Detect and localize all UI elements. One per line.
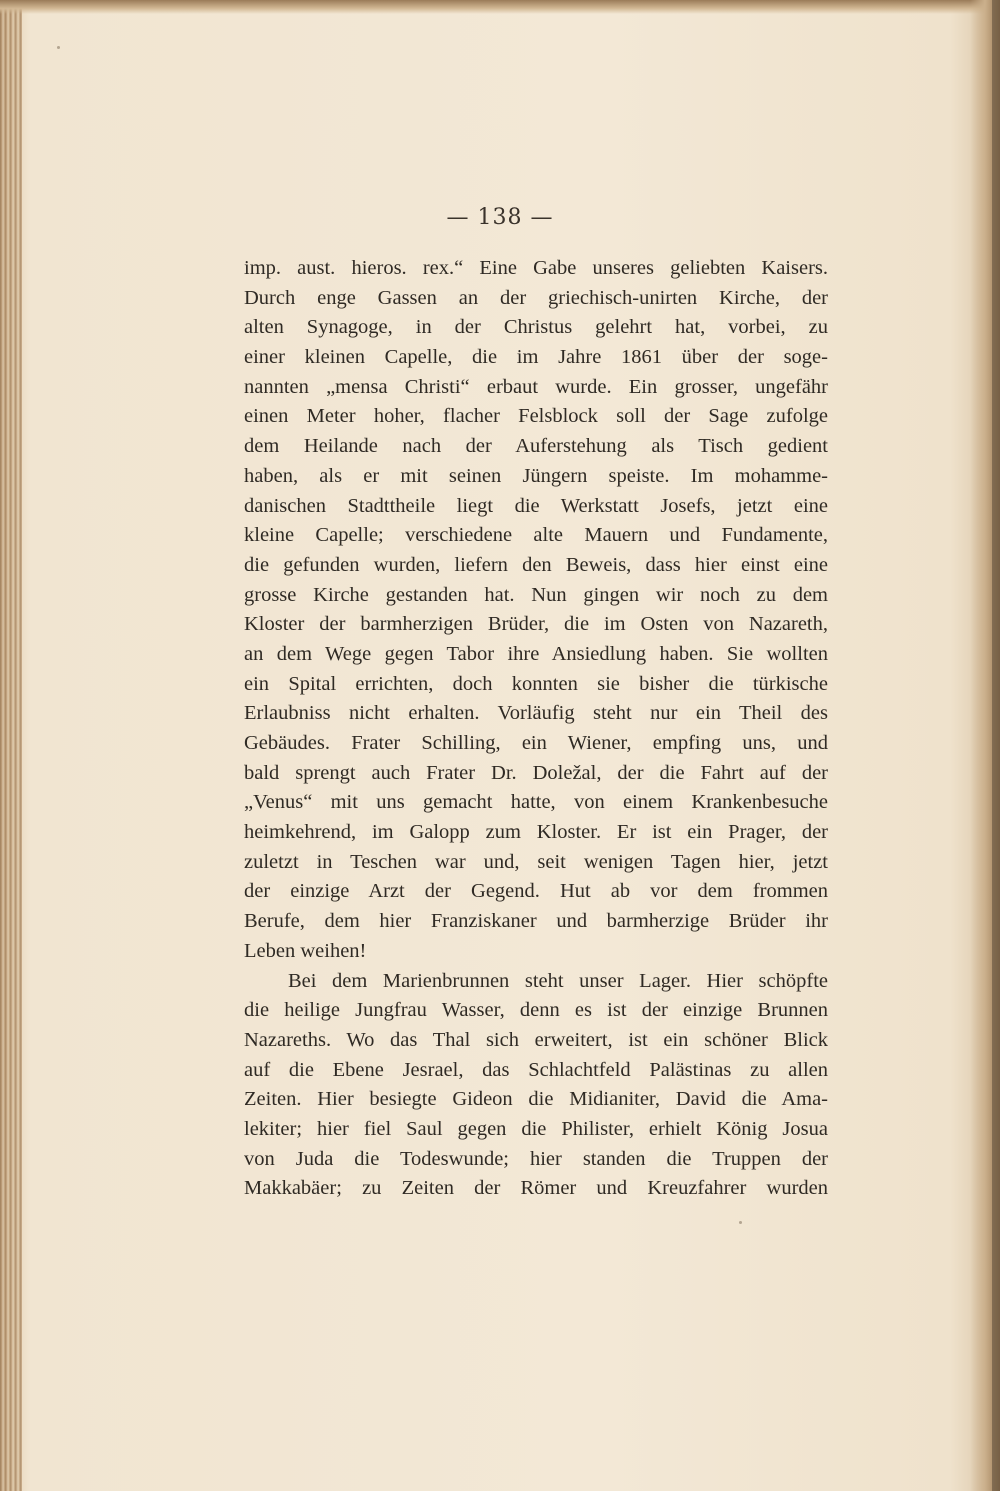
text-line: der einzige Arzt der Gegend. Hut ab vor dem frommen [244,880,828,903]
text-line: lekiter; hier fiel Saul gegen die Philister, erhielt König Josua [244,1117,828,1140]
text-line: Makkabäer; zu Zeiten der Römer und Kreuzfahrer wurden [244,1177,828,1200]
text-line: imp. aust. hieros. rex.“ Eine Gabe unseres geliebten Kaisers. [244,257,828,279]
text-line: nannten „mensa Christi“ erbaut wurde. Ein grosser, ungefähr [244,375,828,398]
text-line: Zeiten. Hier besiegte Gideon die Midianiter, David die Ama- [244,1088,828,1111]
top-shadow [0,0,1000,14]
text-line: Berufe, dem hier Franziskaner und barmherzige Brüder ihr [244,910,828,933]
text-line: kleine Capelle; verschiedene alte Mauern und Fundamente, [244,524,828,547]
text-line: zuletzt in Teschen war und, seit wenigen Tagen hier, jetzt [244,850,828,873]
text-line: Erlaubniss nicht erhalten. Vorläufig steht nur ein Theil des [244,702,828,725]
text-line: an dem Wege gegen Tabor ihre Ansiedlung haben. Sie wollten [244,642,828,665]
text-line: einer kleinen Capelle, die im Jahre 1861 über der soge- [244,346,828,369]
text-line: Kloster der barmherzigen Brüder, die im Osten von Nazareth, [244,613,828,636]
paragraph-start-line: Bei dem Marienbrunnen steht unser Lager. Hier schöpfte [288,969,828,992]
text-line: haben, als er mit seinen Jüngern speiste. Im mohamme- [244,464,828,487]
text-line: alten Synagoge, in der Christus gelehrt hat, vorbei, zu [244,316,828,339]
text-line: auf die Ebene Jesrael, das Schlachtfeld Palästinas zu allen [244,1058,828,1081]
text-line: Gebäudes. Frater Schilling, ein Wiener, empfing uns, und [244,732,828,754]
page-number: — 138 — [446,205,554,230]
text-line: bald sprengt auch Frater Dr. Doležal, der die Fahrt auf der [244,761,828,784]
text-line: die heilige Jungfrau Wasser, denn es ist der einzige Brunnen [244,999,828,1022]
text-line: „Venus“ mit uns gemacht hatte, von einem Krankenbesuche [244,791,828,814]
body-text [244,254,828,1204]
paper-speck [739,1221,742,1224]
text-line: heimkehrend, im Galopp zum Kloster. Er ist ein Prager, der [244,821,828,844]
text-line: grosse Kirche gestanden hat. Nun gingen wir noch zu dem [244,583,828,606]
text-line: ein Spital errichten, doch konnten sie bisher die türkische [244,672,828,695]
text-line: dem Heilande nach der Auferstehung als Tisch gedient [244,435,828,458]
text-line: einen Meter hoher, flacher Felsblock soll der Sage zufolge [244,405,828,428]
text-line: Durch enge Gassen an der griechisch-unirten Kirche, der [244,286,828,309]
paper-speck [57,46,60,49]
text-line: die gefunden wurden, liefern den Beweis, dass hier einst eine [244,553,828,576]
text-line: Leben weihen! [244,939,367,962]
text-line: von Juda die Todeswunde; hier standen die Truppen der [244,1147,828,1170]
text-line: danischen Stadttheile liegt die Werkstatt Josefs, jetzt eine [244,494,828,517]
text-line: Nazareths. Wo das Thal sich erweitert, ist ein schöner Blick [244,1028,828,1051]
